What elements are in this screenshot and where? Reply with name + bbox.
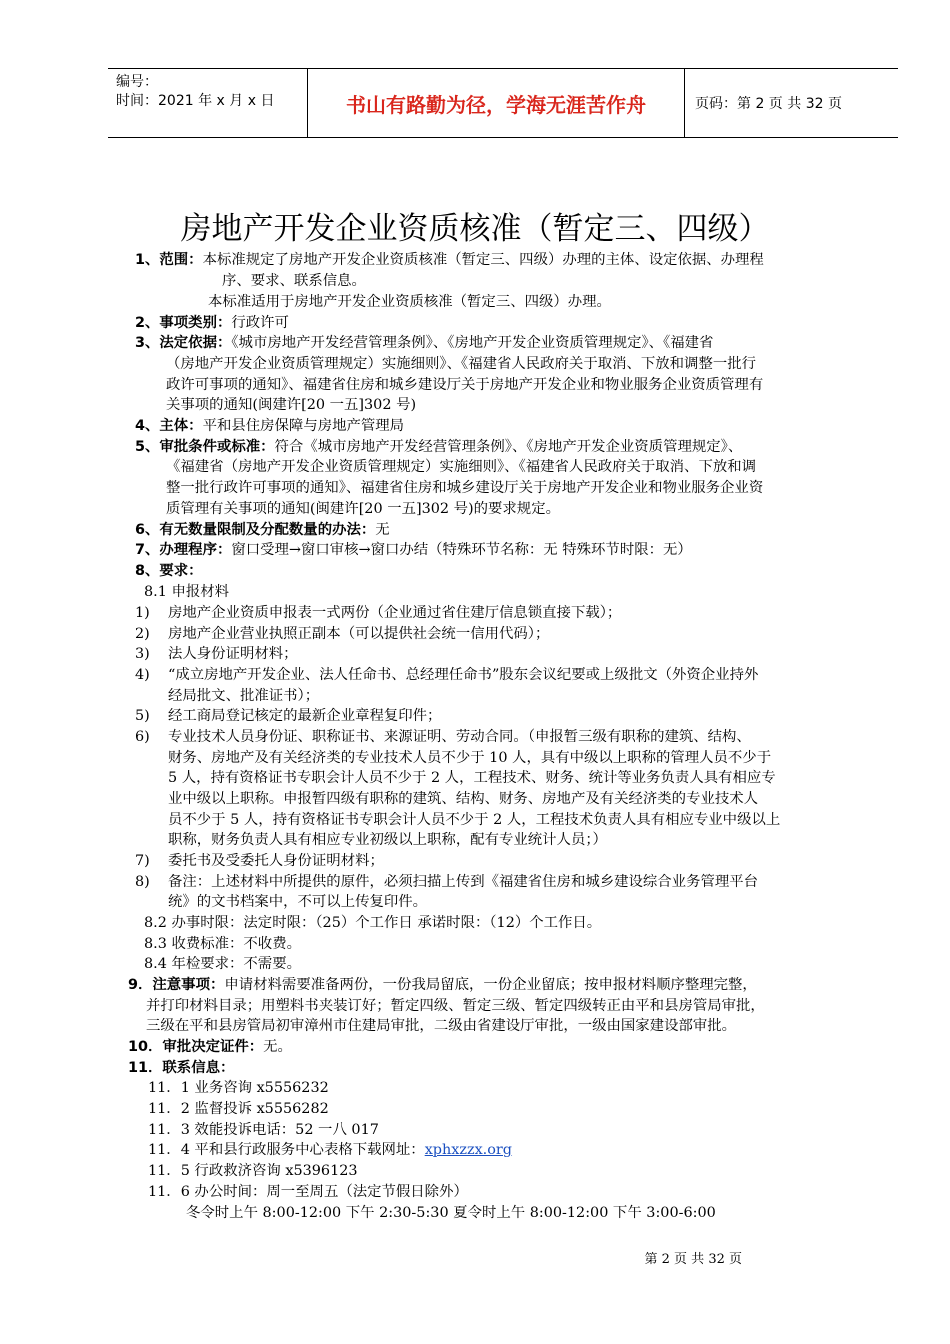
contact-hours-detail: 冬令时上午 8:00-12:00 下午 2:30-5:30 夏令时上午 8:00-12:00 下午 3:00-6:00 bbox=[186, 1205, 716, 1221]
s5-line1 bbox=[135, 437, 742, 458]
s8-sub4: 8.4 年检要求：不需要。 bbox=[144, 956, 301, 972]
s8-item-1-line1: 房地产企业资质申报表一式两份（企业通过省住建厅信息锁直接下载）； bbox=[168, 605, 622, 621]
contact-efficiency: 11．3 效能投诉电话：52 一八 017 bbox=[148, 1122, 379, 1138]
contact-download-label: 11．4 平和县行政服务中心表格下载网址： bbox=[148, 1142, 425, 1158]
s5-line3: 整一批行政许可事项的通知》、福建省住房和城乡建设厅关于房地产开发企业和物业服务企业资 bbox=[166, 480, 764, 496]
s1-line3: 本标准适用于房地产开发企业资质核准（暂定三、四级）办理。 bbox=[208, 294, 611, 310]
page-footer: 第 2 页 共 32 页 bbox=[644, 1252, 742, 1267]
s9-line1 bbox=[128, 975, 757, 996]
s8-label: 8、要求： bbox=[135, 563, 203, 579]
s1-line1 bbox=[135, 250, 764, 271]
s8-item-6-line6: 职称，财务负责人具有相应专业初级以上职称，配有专业统计人员；） bbox=[168, 832, 607, 848]
s8-item-6-line4: 业中级以上职称。申报暂四级有职称的建筑、结构、财务、房地产及有关经济类的专业技术人 bbox=[168, 791, 759, 807]
s7-line bbox=[135, 540, 692, 561]
s8-item-4-num: 4) bbox=[135, 667, 150, 683]
header-motto: 书山有路勤为径，学海无涯苦作舟 bbox=[308, 69, 685, 137]
s3-label: 3、法定依据： bbox=[135, 335, 232, 351]
contact-relief: 11．5 行政救济咨询 x5396123 bbox=[148, 1163, 358, 1179]
s2-line bbox=[135, 313, 289, 334]
s9-label: 9．注意事项： bbox=[128, 977, 225, 993]
s3-line3: 政许可事项的通知》、福建省住房和城乡建设厅关于房地产开发企业和物业服务企业资质管理有 bbox=[166, 377, 764, 393]
s8-sub3: 8.3 收费标准：不收费。 bbox=[144, 936, 301, 952]
s8-item-4-line1: “成立房地产开发企业、法人任命书、总经理任命书”股东会议纪要或上级批文（外资企业持外 bbox=[168, 667, 759, 683]
s8-item-6-line1: 专业技术人员身份证、职称证书、来源证明、劳动合同。（申报暂三级有职称的建筑、结构、 bbox=[168, 729, 751, 745]
s4-text: 平和县住房保障与房地产管理局 bbox=[202, 418, 405, 434]
s3-text1: 《城市房地产开发经营管理条例》、《房地产开发企业资质管理规定》、《福建省 bbox=[231, 335, 714, 351]
s8-item-3-num: 3) bbox=[135, 646, 150, 662]
s2-label: 2、事项类别： bbox=[135, 315, 232, 331]
s8-sub1: 8.1 申报材料 bbox=[144, 584, 230, 600]
s10-text: 无。 bbox=[263, 1039, 292, 1055]
header-meta bbox=[108, 69, 308, 137]
s8-item-6-num: 6) bbox=[135, 729, 150, 745]
s6-line bbox=[135, 520, 390, 541]
s8-item-1-num: 1) bbox=[135, 605, 150, 621]
s8-item-7-line1: 委托书及受委托人身份证明材料； bbox=[168, 853, 384, 869]
header-time: 时间：2021 年 x 月 x 日 bbox=[116, 93, 275, 109]
s3-line2: （房地产开发企业资质管理规定）实施细则》、《福建省人民政府关于取消、下放和调整一批行 bbox=[166, 356, 757, 372]
s4-label: 4、主体： bbox=[135, 418, 203, 434]
s5-text1: 符合《城市房地产开发经营管理条例》、《房地产开发企业资质管理规定》、 bbox=[274, 439, 743, 455]
s8-item-6-line5: 员不少于 5 人，持有资格证书专职会计人员不少于 2 人，工程技术负责人具有相应专业中级以上 bbox=[168, 812, 781, 828]
s3-line4: 关事项的通知(闽建许[20 一五]302 号) bbox=[166, 397, 417, 413]
s11-label: 11．联系信息： bbox=[128, 1060, 235, 1076]
s8-sub2: 8.2 办事时限：法定时限：（25）个工作日 承诺时限：（12）个工作日。 bbox=[144, 915, 602, 931]
s8-item-6-line3: 5 人，持有资格证书专职会计人员不少于 2 人，工程技术、财务、统计等业务负责人具有相应专 bbox=[168, 770, 776, 786]
contact-business: 11．1 业务咨询 x5556232 bbox=[148, 1080, 329, 1096]
s1-text1: 本标准规定了房地产开发企业资质核准（暂定三、四级）办理的主体、设定依据、办理程 bbox=[202, 252, 764, 268]
s8-item-5-line1: 经工商局登记核定的最新企业章程复印件； bbox=[168, 708, 442, 724]
s8-item-2-line1: 房地产企业营业执照正副本（可以提供社会统一信用代码）； bbox=[168, 626, 550, 642]
s2-text: 行政许可 bbox=[231, 315, 289, 331]
s8-item-3-line1: 法人身份证明材料； bbox=[168, 646, 298, 662]
s6-text: 无 bbox=[375, 522, 390, 538]
s5-line4: 质管理有关事项的通知(闽建许[20 一五]302 号)的要求规定。 bbox=[166, 501, 560, 517]
s3-line1 bbox=[135, 333, 713, 354]
contact-complaint: 11．2 监督投诉 x5556282 bbox=[148, 1101, 329, 1117]
s8-item-7-num: 7) bbox=[135, 853, 150, 869]
s1-line2: 序、要求、联系信息。 bbox=[222, 273, 366, 289]
download-link[interactable]: xphxzzx.org bbox=[424, 1142, 513, 1158]
contact-download bbox=[148, 1140, 512, 1161]
s5-label: 5、审批条件或标准： bbox=[135, 439, 275, 455]
s1-label: 1、范围： bbox=[135, 252, 203, 268]
s9-line2: 并打印材料目录；用塑料书夹装订好；暂定四级、暂定三级、暂定四级转正由平和县房管局审批， bbox=[146, 998, 765, 1014]
s8-item-4-line2: 经局批文、批准证书）； bbox=[168, 688, 320, 704]
s6-label: 6、有无数量限制及分配数量的办法： bbox=[135, 522, 376, 538]
s9-text1: 申请材料需要准备两份，一份我局留底，一份企业留底；按申报材料顺序整理完整， bbox=[224, 977, 757, 993]
s8-item-8-line1: 备注：上述材料中所提供的原件，必须扫描上传到《福建省住房和城乡建设综合业务管理平台 bbox=[168, 874, 759, 890]
s7-label: 7、办理程序： bbox=[135, 542, 232, 558]
s8-item-5-num: 5) bbox=[135, 708, 150, 724]
s8-item-2-num: 2) bbox=[135, 626, 150, 642]
s4-line bbox=[135, 416, 404, 437]
s5-line2: 《福建省（房地产开发企业资质管理规定）实施细则》、《福建省人民政府关于取消、下放和调 bbox=[166, 459, 757, 475]
s10-line bbox=[128, 1037, 292, 1058]
s10-label: 10．审批决定证件： bbox=[128, 1039, 264, 1055]
s8-item-8-line2: 统》的文书档案中，不可以上传复印件。 bbox=[168, 894, 428, 910]
s8-item-6-line2: 财务、房地产及有关经济类的专业技术人员不少于 10 人，具有中级以上职称的管理人员不少于 bbox=[168, 750, 772, 766]
s9-line3: 三级在平和县房管局初审漳州市住建局审批，二级由省建设厅审批，一级由国家建设部审批。 bbox=[146, 1018, 737, 1034]
header-code: 编号： bbox=[116, 74, 158, 90]
s7-text: 窗口受理→窗口审核→窗口办结（特殊环节名称：无 特殊环节时限：无） bbox=[231, 542, 692, 558]
s8-item-8-num: 8) bbox=[135, 874, 150, 890]
document-title: 房地产开发企业资质核准（暂定三、四级） bbox=[180, 211, 770, 247]
header-page: 页码：第 2 页 共 32 页 bbox=[695, 96, 842, 112]
page-header bbox=[108, 68, 898, 138]
contact-hours: 11．6 办公时间：周一至周五（法定节假日除外） bbox=[148, 1184, 468, 1200]
